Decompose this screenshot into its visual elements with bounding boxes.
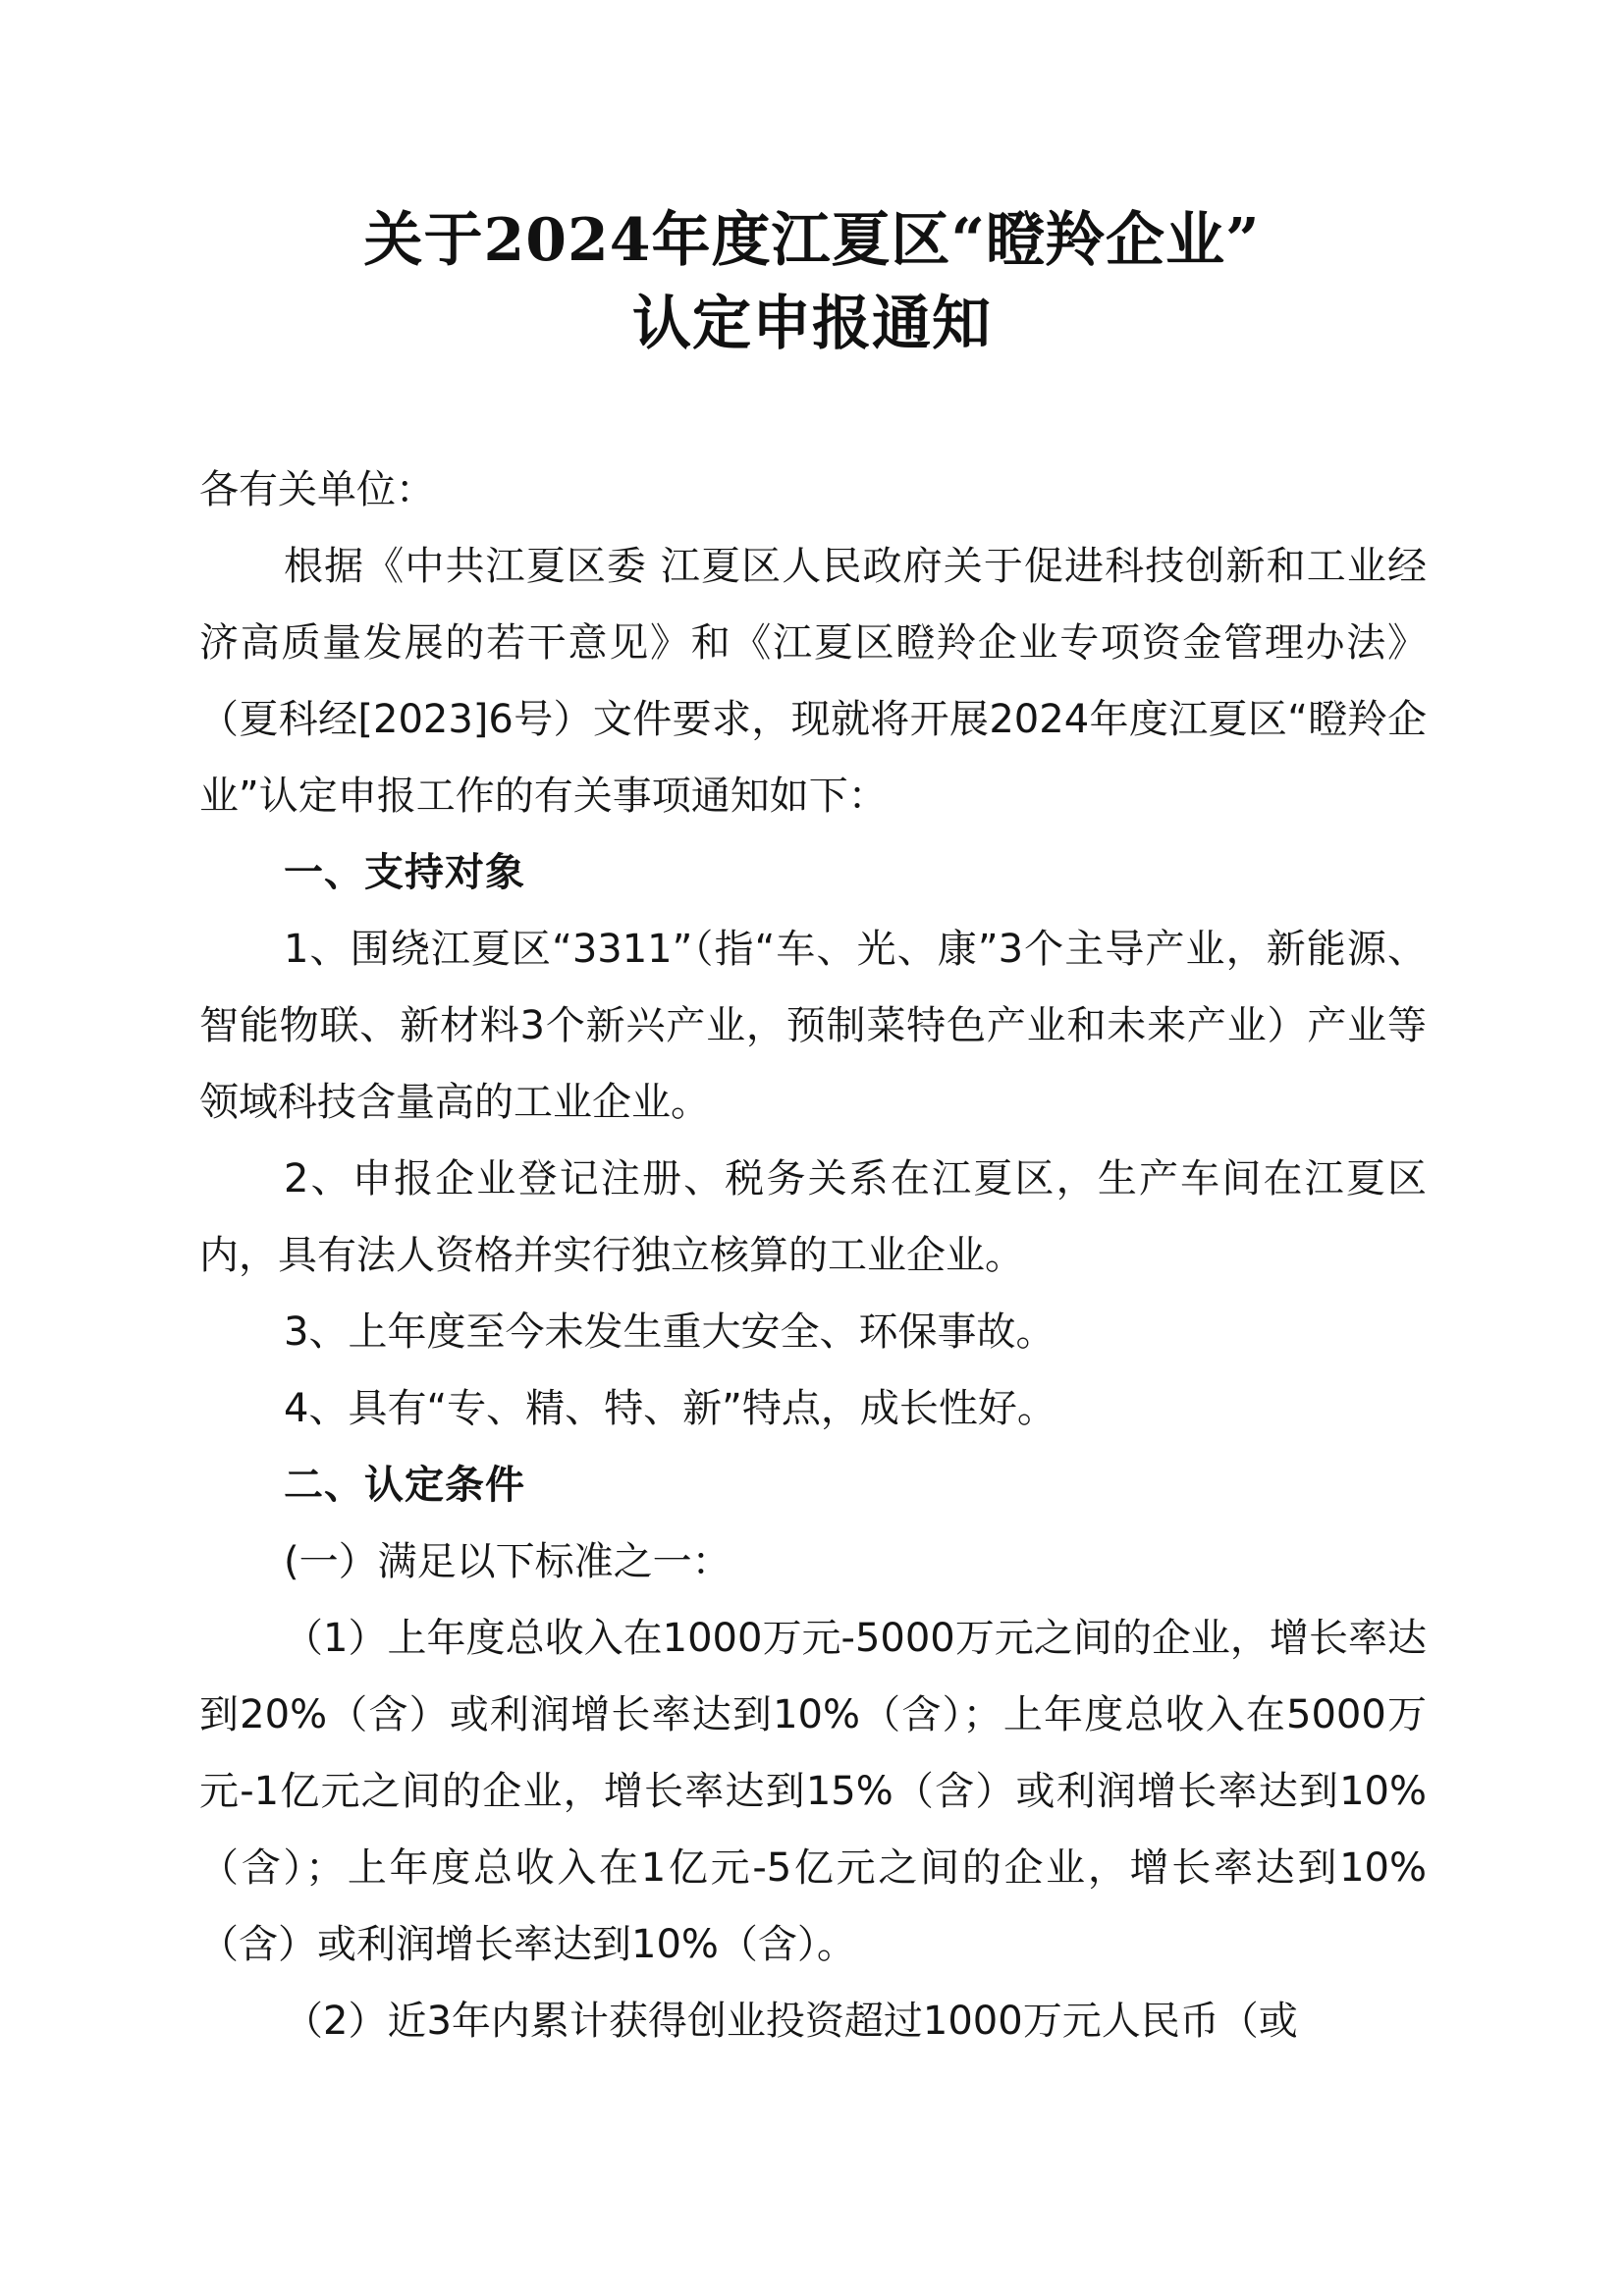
- section-1-item-3: 3、上年度至今未发生重大安全、环保事故。: [284, 1309, 1056, 1355]
- document-title-line-1: 关于2024年度江夏区“瞪羚企业”: [363, 206, 1261, 275]
- document-body: [199, 452, 1427, 2059]
- intro-paragraph: 根据《中共江夏区委 江夏区人民政府关于促进科技创新和工业经济高质量发展的若干意见》和《江夏区瞪羚企业专项资金管理办法》（夏科经[2023]6号）文件要求，现就将开展2024年度江夏区“瞪羚企业”认定申报工作的有关事项通知如下：: [199, 544, 1427, 819]
- section-2-item-1: （1）上年度总收入在1000万元-5000万元之间的企业，增长率达到20%（含）或利润增长率达到10%（含）；上年度总收入在5000万元-1亿元之间的企业，增长率达到15%（含）或利润增长率达到10%（含）；上年度总收入在1亿元-5亿元之间的企业，增长率达到10%（含）或利润增长率达到10%（含）。: [199, 1616, 1427, 1967]
- section-1-item-2: 2、申报企业登记注册、税务关系在江夏区，生产车间在江夏区内，具有法人资格并实行独立核算的工业企业。: [199, 1156, 1427, 1278]
- section-1-heading: 一、支持对象: [284, 850, 525, 895]
- section-1-item-1: 1、围绕江夏区“3311”（指“车、光、康”3个主导产业，新能源、智能物联、新材料3个新兴产业，预制菜特色产业和未来产业）产业等领域科技含量高的工业企业。: [199, 927, 1427, 1125]
- salutation: 各有关单位：: [199, 467, 435, 512]
- section-2-heading: 二、认定条件: [284, 1463, 525, 1508]
- document-title-line-2: 认定申报通知: [632, 290, 992, 358]
- section-2-item-2: （2）近3年内累计获得创业投资超过1000万元人民币（或: [284, 1999, 1298, 2044]
- section-1-item-4: 4、具有“专、精、特、新”特点，成长性好。: [284, 1386, 1056, 1431]
- section-2-subheading: (一）满足以下标准之一：: [284, 1539, 731, 1584]
